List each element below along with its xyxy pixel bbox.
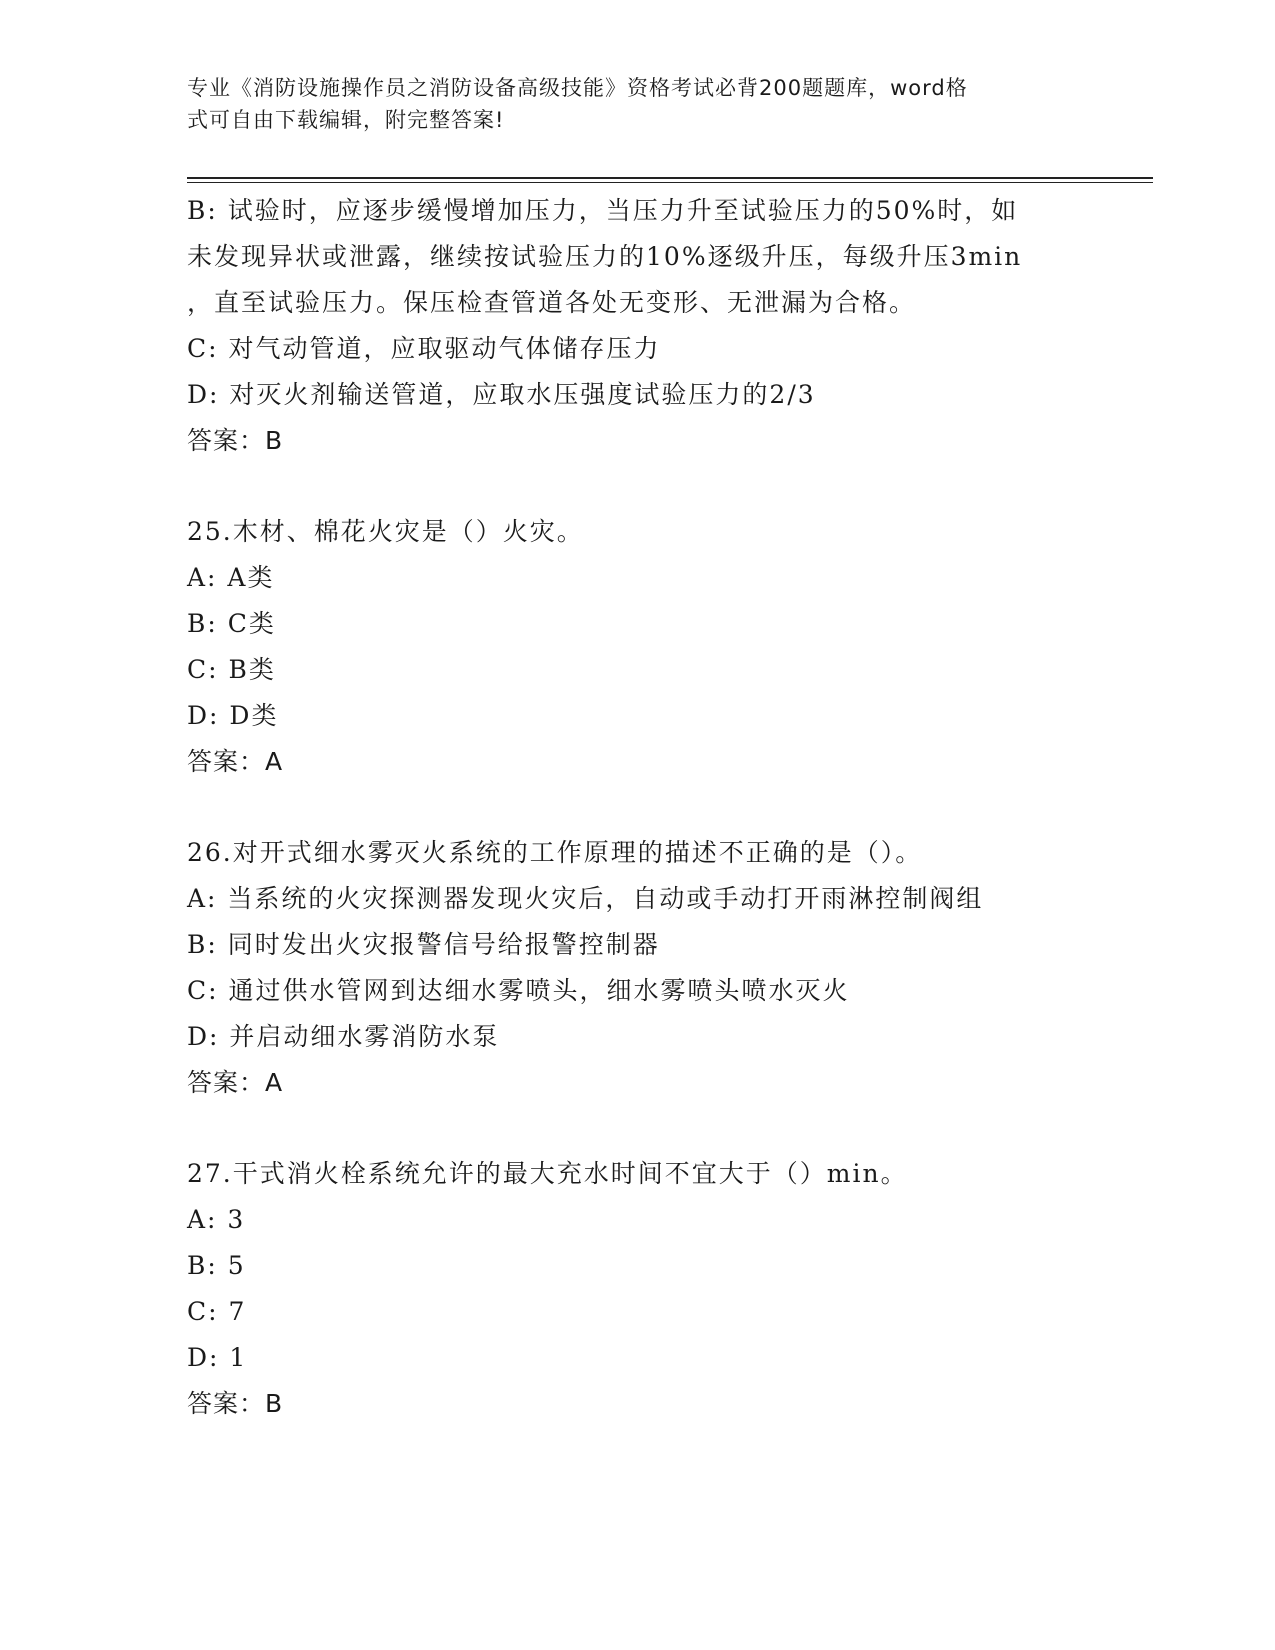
spacer [187,1106,1087,1151]
question-26 [187,830,1087,1106]
question-stem: 27.干式消火栓系统允许的最大充水时间不宜大于（）min。 [187,1159,908,1188]
answer: 答案：B [187,426,284,455]
answer: 答案：A [187,1068,284,1097]
document-body [187,188,1087,1427]
option-d: D: 1 [187,1343,248,1372]
option-b-line-2: 未发现异状或泄露，继续按试验压力的10%逐级升压，每级升压3min [187,242,1023,271]
spacer [187,464,1087,509]
option-b: B: 5 [187,1251,246,1280]
header-divider-thin [187,182,1153,183]
option-a: A: 当系统的火灾探测器发现火灾后，自动或手动打开雨淋控制阀组 [187,884,984,913]
option-c: C: B类 [187,655,276,684]
option-b-line-1: B: 试验时，应逐步缓慢增加压力，当压力升至试验压力的50%时，如 [187,196,1019,225]
question-25 [187,509,1087,785]
option-d: D: D类 [187,701,279,730]
header-line-2: 式可自由下载编辑，附完整答案! [187,108,505,132]
question-24-continued [187,188,1087,464]
option-b: B: 同时发出火灾报警信号给报警控制器 [187,930,660,959]
option-c: C: 通过供水管网到达细水雾喷头，细水雾喷头喷水灭火 [187,976,850,1005]
option-c: C: 7 [187,1297,247,1326]
question-stem: 25.木材、棉花火灾是（）火灾。 [187,517,584,546]
header-line-1: 专业《消防设施操作员之消防设备高级技能》资格考试必背200题题库，word格 [187,76,968,100]
option-b-line-3: ，直至试验压力。保压检查管道各处无变形、无泄漏为合格。 [187,288,917,317]
spacer [187,785,1087,830]
answer: 答案：B [187,1389,284,1418]
question-27 [187,1151,1087,1427]
option-b: B: C类 [187,609,276,638]
option-a: A: 3 [187,1205,246,1234]
answer: 答案：A [187,747,284,776]
option-a: A: A类 [187,563,275,592]
option-d: D: 对灭火剂输送管道，应取水压强度试验压力的2/3 [187,380,816,409]
document-header [187,72,1067,136]
option-c: C: 对气动管道，应取驱动气体储存压力 [187,334,661,363]
header-divider [187,177,1153,179]
option-d: D: 并启动细水雾消防水泵 [187,1022,500,1051]
question-stem: 26.对开式细水雾灭火系统的工作原理的描述不正确的是（）。 [187,838,923,867]
